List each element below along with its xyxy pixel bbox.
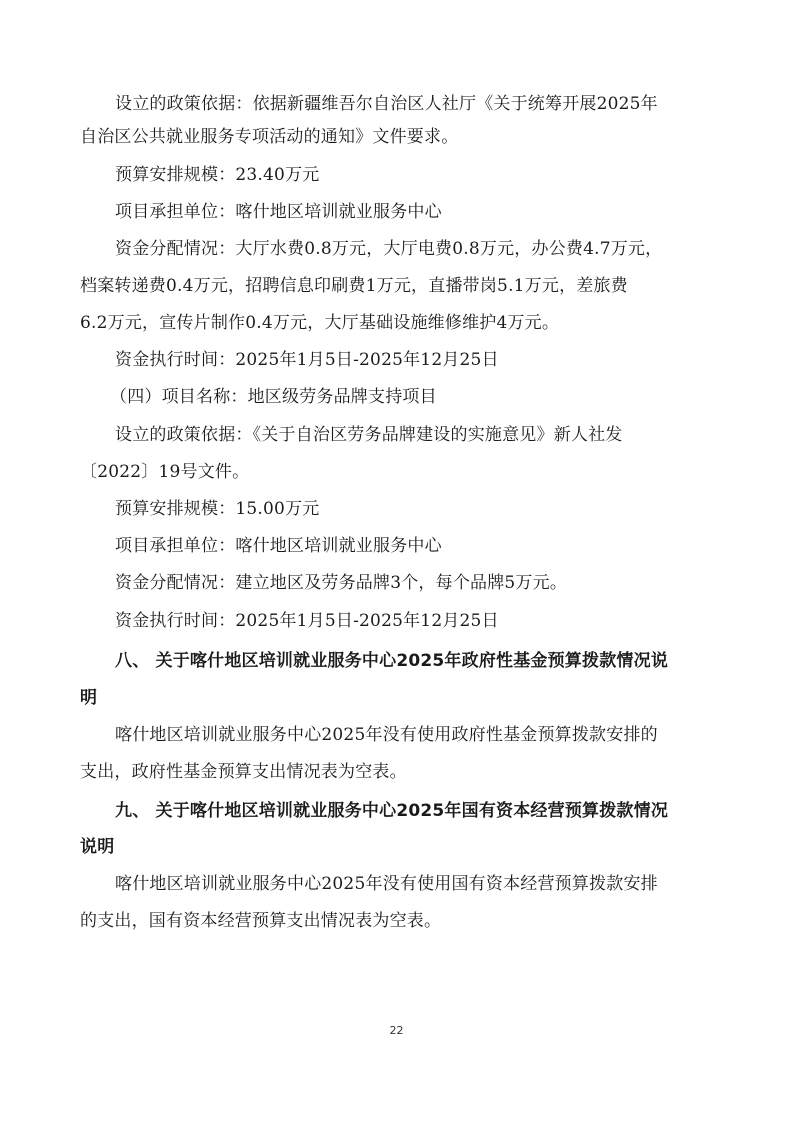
paragraph-line: 资金分配情况：大厅水费0.8万元，大厅电费0.8万元，办公费4.7万元， [115,239,663,259]
section-heading: 说明 [80,837,115,857]
section-heading: 明 [80,688,98,708]
paragraph-line: 支出，政府性基金预算支出情况表为空表。 [80,762,407,782]
paragraph-line: 资金执行时间：2025年1月5日-2025年12月25日 [115,611,499,631]
paragraph-line: 项目承担单位：喀什地区培训就业服务中心 [115,202,442,222]
paragraph-line: 6.2万元，宣传片制作0.4万元，大厅基础设施维修维护4万元。 [80,313,560,333]
paragraph-line: 资金分配情况：建立地区及劳务品牌3个，每个品牌5万元。 [115,573,568,593]
paragraph-line: 喀什地区培训就业服务中心2025年没有使用政府性基金预算拨款安排的 [115,725,658,745]
paragraph-line: 项目承担单位：喀什地区培训就业服务中心 [115,536,442,556]
paragraph-line: 资金执行时间：2025年1月5日-2025年12月25日 [115,350,499,370]
section-heading: 八、 关于喀什地区培训就业服务中心2025年政府性基金预算拨款情况说 [115,651,669,671]
paragraph-line: 设立的政策依据：依据新疆维吾尔自治区人社厅《关于统筹开展2025年 [115,94,658,114]
paragraph-line: 的支出，国有资本经营预算支出情况表为空表。 [80,911,442,931]
paragraph-line: 自治区公共就业服务专项活动的通知》文件要求。 [80,127,459,147]
section-heading: 九、 关于喀什地区培训就业服务中心2025年国有资本经营预算拨款情况 [115,801,669,821]
paragraph-line: 档案转递费0.4万元，招聘信息印刷费1万元，直播带岗5.1万元，差旅费 [80,276,628,296]
paragraph-line: 预算安排规模：23.40万元 [115,165,320,185]
paragraph-line: 预算安排规模：15.00万元 [115,499,320,519]
section-subtitle: （四）项目名称：地区级劳务品牌支持项目 [110,387,437,407]
paragraph-line: 设立的政策依据：《关于自治区劳务品牌建设的实施意见》新人社发 [115,425,623,445]
paragraph-line: 喀什地区培训就业服务中心2025年没有使用国有资本经营预算拨款安排 [115,874,658,894]
paragraph-line: 〔2022〕19号文件。 [80,462,250,482]
page-number: 22 [389,1024,404,1037]
